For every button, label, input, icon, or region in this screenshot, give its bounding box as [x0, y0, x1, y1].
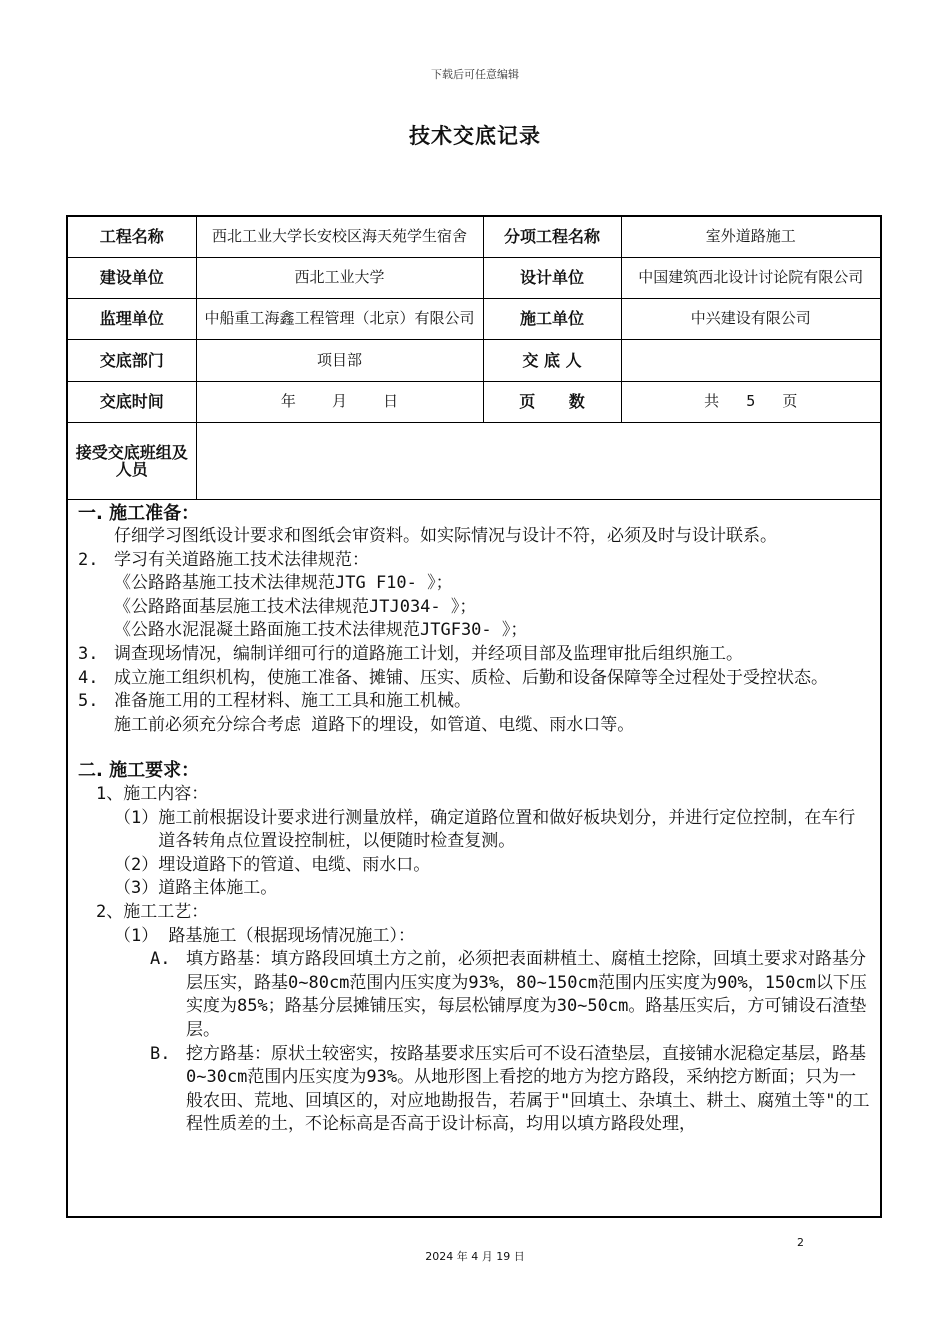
person-label: 交 底 人	[483, 339, 621, 381]
section1-item4	[78, 667, 870, 691]
receivers-label: 接受交底班组及人员	[68, 422, 196, 499]
section2-sub1-a	[78, 807, 870, 854]
section2-sub1: 1、施工内容：	[96, 784, 209, 805]
contractor-value: 中兴建设有限公司	[621, 298, 880, 339]
designer-label: 设计单位	[483, 257, 621, 298]
owner-value: 西北工业大学	[196, 257, 483, 298]
item-text: 挖方路基：原状土较密实，按路基要求压实后可不设石渣垫层，直接铺水泥稳定基层，路基0~30cm范围内压实度为93%。从地形图上看挖的地方为挖方路段，采纳挖方断面；只为一般农田、荒地、回填区的，对应地勘报告，若属于"回填土、杂填土、耕土、腐殖土等"的工程性质差的土，不论标高是否高于设计标高，均用以填方路段处理，	[186, 1043, 870, 1135]
item-number: 5.	[78, 691, 99, 712]
standard-line: 《公路路面基层施工技术法律规范JTJ034- 》；	[114, 596, 477, 617]
fill-subgrade-item	[78, 948, 870, 1042]
contractor-label: 施工单位	[483, 298, 621, 339]
item-number: 4.	[78, 667, 99, 688]
designer-value: 中国建筑西北设计讨论院有限公司	[621, 257, 880, 298]
section1-item5	[78, 690, 870, 714]
project-name-label: 工程名称	[68, 217, 196, 257]
page-number: 2	[797, 1236, 804, 1249]
item-text: 填方路基：填方路段回填土方之前，必须把表面耕植土、腐植土挖除，回填土要求对路基分层压实，路基0~80cm范围内压实度为93%，80~150cm范围内压实度为90%，150cm以下压实度为85%；路基分层摊铺压实，每层松铺厚度为30~50cm。路基压实后，方可铺设石渣垫层。	[186, 949, 867, 1040]
body-text	[68, 500, 880, 1137]
item-number: 3.	[78, 644, 99, 665]
section2-heading: 二. 施工要求：	[78, 760, 200, 782]
item-letter: A.	[150, 949, 171, 970]
sub-project-value: 室外道路施工	[621, 217, 880, 257]
standard-line: 《公路水泥混凝土路面施工技术法律规范JTGF30- 》；	[114, 620, 528, 641]
item-number: 2.	[78, 549, 99, 570]
sub-project-label: 分项工程名称	[483, 217, 621, 257]
standard-line: 《公路路基施工技术法律规范JTG F10- 》；	[114, 573, 453, 594]
section2-sub2: 2、施工工艺：	[96, 902, 209, 922]
footer-date: 2024 年 4 月 19 日	[425, 1250, 525, 1263]
section1-heading: 一. 施工准备：	[78, 502, 200, 524]
record-frame	[66, 215, 882, 1218]
supervisor-label: 监理单位	[68, 298, 196, 339]
receivers-value	[196, 422, 880, 499]
pages-label: 页 数	[483, 381, 621, 422]
project-name-value: 西北工业大学长安校区海天苑学生宿舍	[196, 217, 483, 257]
time-label: 交底时间	[68, 381, 196, 422]
section1-item2	[78, 549, 870, 573]
item-text: 成立施工组织机构，使施工准备、摊铺、压实、质检、后勤和设备保障等全过程处于受控状态。	[114, 667, 828, 688]
dept-value: 项目部	[196, 339, 483, 381]
section2-sub1-c: （3）道路主体施工。	[114, 878, 278, 899]
section1-item6: 施工前必须充分综合考虑 道路下的埋设，如管道、电缆、雨水口等。	[114, 714, 635, 735]
person-value	[621, 339, 880, 381]
section1-item1: 仔细学习图纸设计要求和图纸会审资料。如实际情况与设计不符，必须及时与设计联系。	[114, 526, 777, 547]
item-text: 学习有关道路施工技术法律规范：	[114, 549, 369, 570]
item-number: （1）	[114, 807, 159, 828]
section1-item3	[78, 643, 870, 667]
header-note: 下载后可任意编辑	[431, 68, 519, 81]
item-text: 调查现场情况，编制详细可行的道路施工计划，并经项目部及监理审批后组织施工。	[114, 644, 743, 665]
page-title: 技术交底记录	[409, 124, 541, 148]
dept-label: 交底部门	[68, 339, 196, 381]
cut-subgrade-item	[78, 1043, 870, 1137]
supervisor-value: 中船重工海鑫工程管理（北京）有限公司	[196, 298, 483, 339]
item-letter: B.	[150, 1043, 171, 1064]
section2-sub1-b: （2）埋设道路下的管道、电缆、雨水口。	[114, 854, 431, 875]
info-table	[68, 217, 880, 500]
owner-label: 建设单位	[68, 257, 196, 298]
time-value: 年 月 日	[196, 381, 483, 422]
item-text: 准备施工用的工程材料、施工工具和施工机械。	[114, 691, 471, 712]
section2-sub2-a: （1） 路基施工（根据现场情况施工）：	[114, 925, 415, 946]
item-text: 施工前根据设计要求进行测量放样，确定道路位置和做好板块划分，并进行定位控制，在车行道各转角点位置设控制桩，以便随时检查复测。	[158, 807, 856, 852]
pages-value: 共 5 页	[621, 381, 880, 422]
